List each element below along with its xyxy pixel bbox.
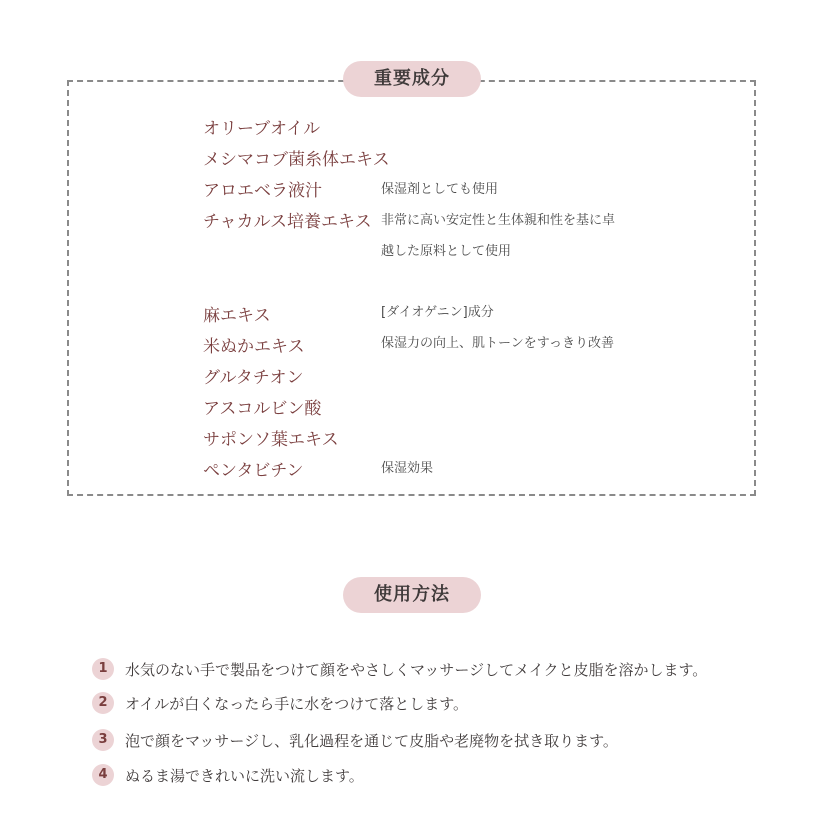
ingredient-name: グルタチオン: [203, 368, 304, 388]
usage-title: 使用方法: [343, 577, 481, 613]
ingredient-name: オリーブオイル: [203, 119, 321, 139]
ingredient-name: アスコルビン酸: [203, 399, 322, 419]
ingredient-desc: 保湿効果: [381, 461, 434, 476]
step-text: 水気のない手で製品をつけて顔をやさしくマッサージしてメイクと皮脂を溶かします。: [125, 661, 708, 679]
step-number-badge: 4: [92, 764, 114, 786]
ingredient-name: メシマコブ菌糸体エキス: [203, 150, 390, 170]
ingredient-desc: 保湿力の向上、肌トーンをすっきり改善: [381, 336, 614, 351]
step-number-badge: 1: [92, 658, 114, 680]
step-number-badge: 3: [92, 729, 114, 751]
ingredient-name: ペンタビチン: [203, 461, 304, 481]
ingredients-title: 重要成分: [343, 61, 481, 97]
step-text: オイルが白くなったら手に水をつけて落とします。: [125, 695, 469, 713]
ingredients-box: [67, 80, 756, 496]
ingredient-name: アロエベラ液汁: [203, 181, 322, 201]
ingredient-desc: 保湿剤としても使用: [381, 182, 499, 197]
ingredient-desc: 非常に高い安定性と生体親和性を基に卓: [381, 213, 616, 228]
step-number-badge: 2: [92, 692, 114, 714]
ingredient-desc: [ダイオゲニン]成分: [381, 305, 494, 320]
step-text: 泡で顔をマッサージし、乳化過程を通じて皮脂や老廃物を拭き取ります。: [125, 732, 618, 750]
ingredient-name: 麻エキス: [203, 306, 271, 326]
step-text: ぬるま湯できれいに洗い流します。: [125, 767, 364, 785]
ingredient-desc: 越した原料として使用: [381, 244, 512, 259]
ingredient-name: チャカルス培養エキス: [203, 212, 372, 232]
ingredient-name: 米ぬかエキス: [203, 337, 305, 357]
ingredient-name: サポンソ葉エキス: [203, 430, 339, 450]
